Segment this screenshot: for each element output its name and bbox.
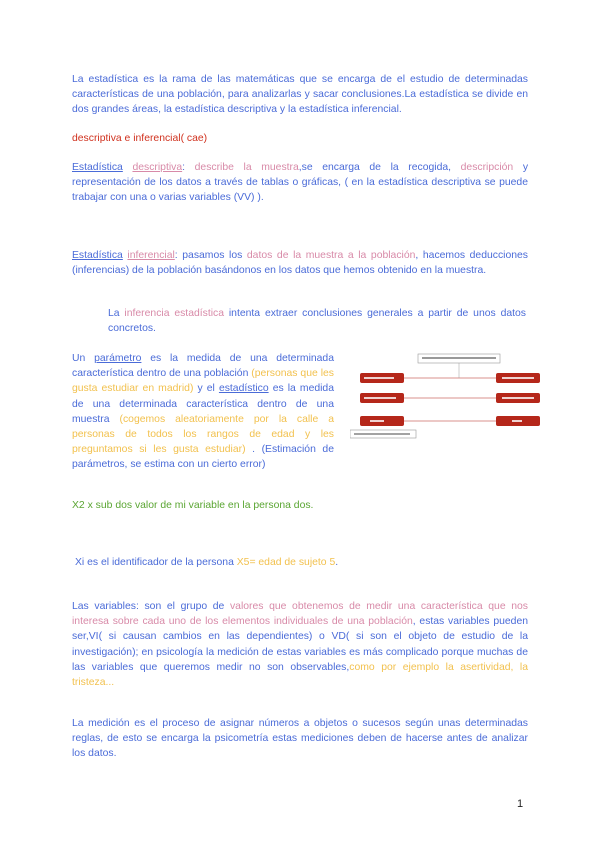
highlight-span: descripción	[460, 162, 514, 173]
example-span: como por ejemplo la asertividad, la tristeza...	[72, 661, 528, 689]
term-estadistica: Estadística	[72, 162, 123, 173]
x2-note: X2 x sub dos valor de mi variable en la persona dos.	[72, 500, 314, 511]
text-span: Un	[72, 353, 95, 364]
text-span: La	[108, 308, 125, 319]
section-heading: descriptiva e inferencial( cae)	[72, 133, 208, 144]
term-estadistico: estadístico	[218, 383, 269, 395]
parametro-paragraph	[72, 351, 334, 473]
text-span: . (Estimación de parámetros, se estima con un cierto error)	[72, 444, 334, 471]
term-estadistica: Estadística	[72, 250, 123, 261]
text-span: ,se encarga de la recogida,	[298, 162, 461, 173]
text-span: Xi es el identificador de la persona	[75, 557, 237, 568]
highlight-span: describe la muestra	[194, 162, 299, 173]
text-span: , estas variables pueden ser,VI( si causan cambios en las dependientes) o VD( si son el objeto de estudio de la investigación); en psicología la medición de estas variables es más complicado porque muchas de las variables que queremos medir no son observables,	[72, 616, 529, 673]
highlight-span: valores que obtenemos de medir una característica que nos interesa sobre cada uno de los elementos individuales de una población	[72, 601, 528, 628]
term-parametro: parámetro	[94, 353, 142, 364]
concept-map-diagram	[350, 352, 546, 442]
descriptiva-paragraph	[72, 160, 528, 206]
inferencial-paragraph	[72, 248, 528, 278]
text-span: es la medida de una determinada característica dentro de una muestra	[72, 383, 334, 425]
text-span: intenta extraer conclusiones generales a partir de unos datos concretos.	[108, 308, 526, 335]
text-span: es la medida de una determinada característica dentro de una población	[72, 353, 334, 380]
inferencia-quote	[108, 306, 526, 336]
variables-paragraph	[72, 599, 528, 690]
text-span: y representación de los datos a través de tablas o gráficas, ( en la estadística descriptiva se puede trabajar con una o varias variables (VV) ).	[72, 162, 529, 204]
example-span: (personas que les gusta estudiar en madrid)	[72, 368, 334, 395]
xi-note	[75, 555, 531, 570]
example-span: X5= edad de sujeto 5	[236, 557, 336, 568]
text-span: : pasamos los	[174, 250, 247, 261]
example-span: (cogemos aleatoriamente por la calle a personas de todos los rangos de edad y les preguntamos si les gusta estudiar)	[72, 413, 335, 456]
text-span: y el	[193, 383, 219, 395]
intro-paragraph: La estadística es la rama de las matemáticas que se encarga de el estudio de determinadas características de una población, para analizarlas y sacar conclusiones.La estadística se divide en dos grandes áreas, la estadística descriptiva y la estadística inferencial.	[72, 74, 528, 116]
text-span: , hacemos deducciones (inferencias) de la población basándonos en los datos que hemos obtenido en la muestra.	[72, 250, 528, 277]
highlight-span: datos de la muestra a la población	[246, 250, 416, 261]
highlight-span: inferencia estadística	[124, 308, 225, 319]
text-span: Las variables: son el grupo de	[72, 601, 230, 612]
term-inferencial: inferencial	[127, 250, 175, 261]
medicion-paragraph: La medición es el proceso de asignar números a objetos o sucesos según unas determinadas reglas, de esto se encarga la psicometría estas mediciones deben de hacerse antes de analizar los datos.	[72, 718, 528, 760]
term-descriptiva: descriptiva	[132, 162, 183, 173]
text-span: :	[182, 162, 195, 173]
text-span: .	[335, 557, 339, 568]
page-number: 1	[517, 798, 524, 810]
